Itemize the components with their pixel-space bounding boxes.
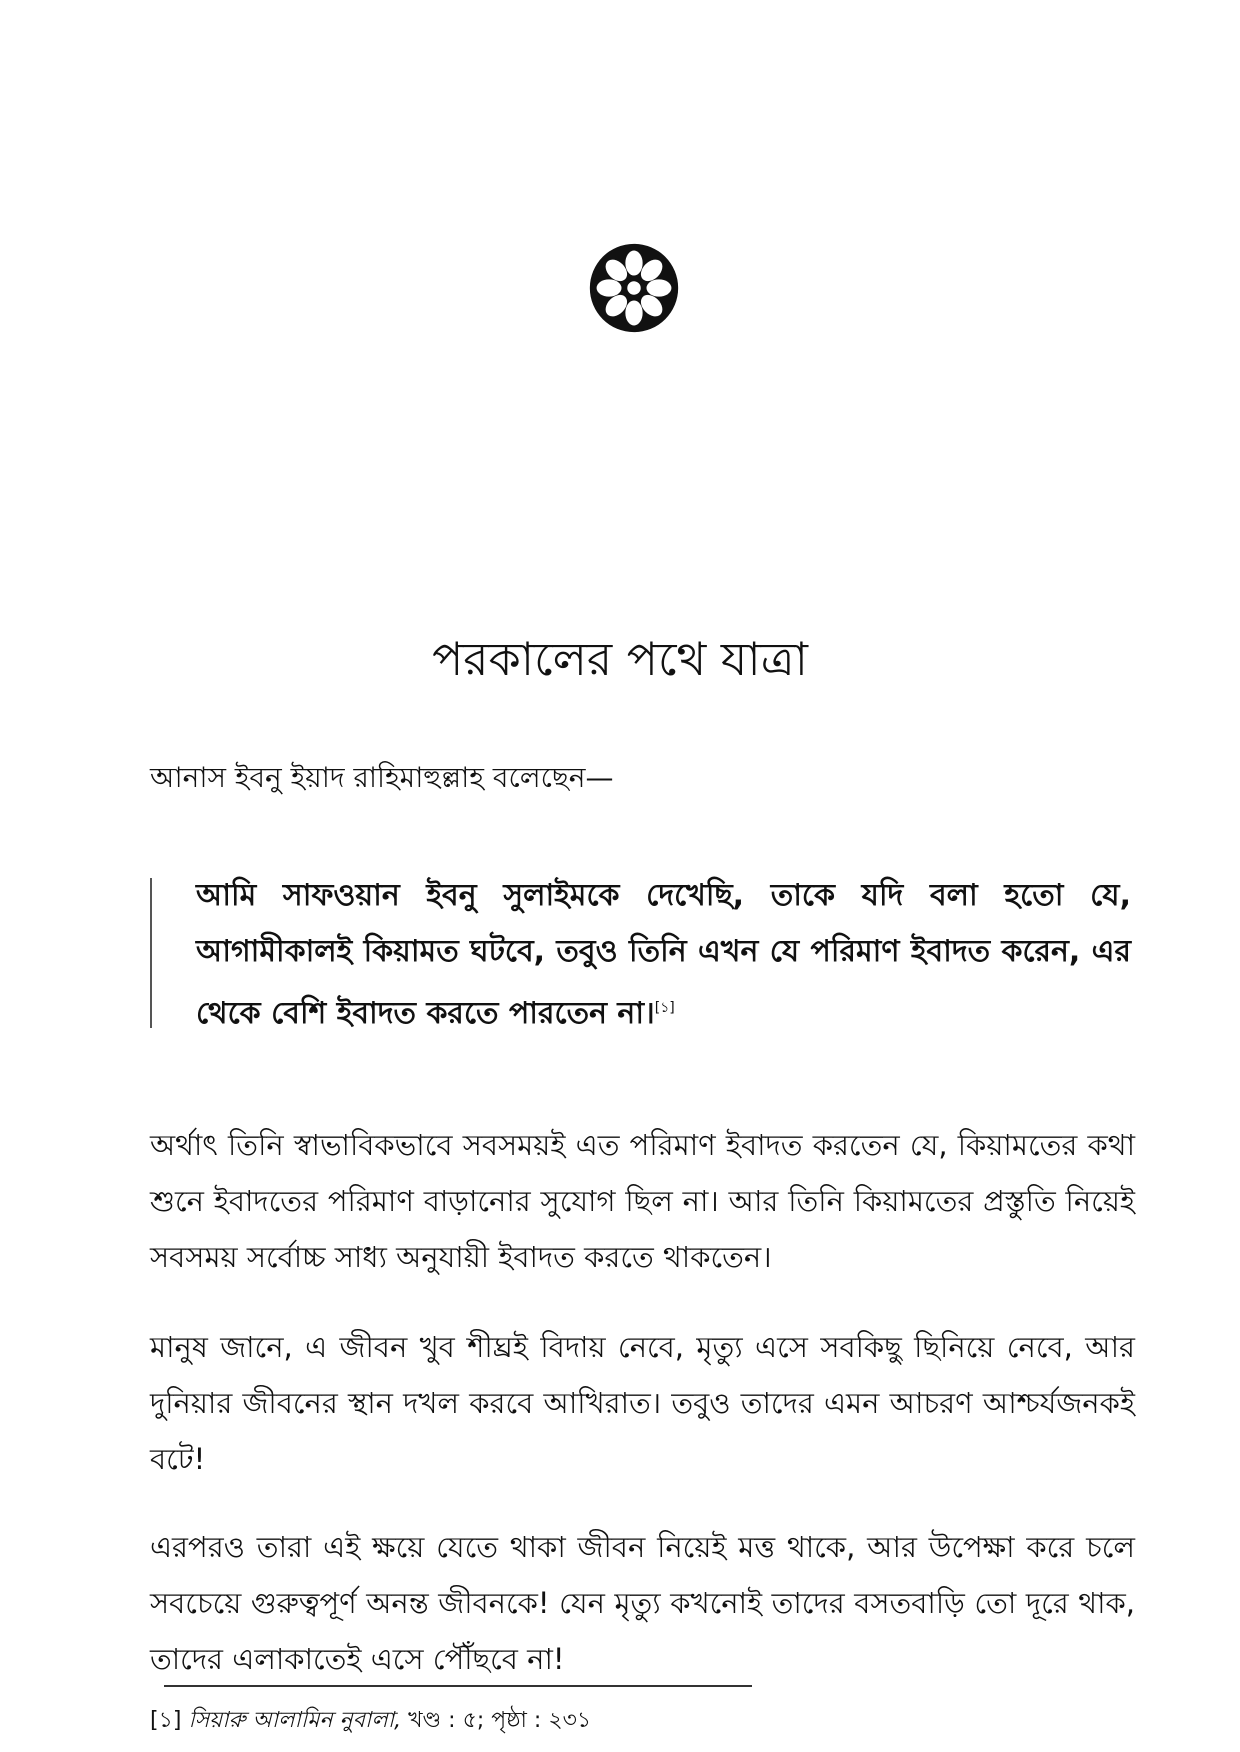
footnote-divider bbox=[164, 1685, 752, 1687]
quote-bar bbox=[150, 878, 152, 1028]
paragraph: মানুষ জানে, এ জীবন খুব শীঘ্রই বিদায় নেবে, মৃত্যু এসে সবকিছু ছিনিয়ে নেবে, আর দুনিয়ার জীবনের স্থান দখল করবে আখিরাত। তবুও তাদের এমন আচরণ আশ্চর্যজনকই বটে! bbox=[150, 1330, 1135, 1476]
footnote-reference: [১] bbox=[654, 1000, 675, 1016]
footnote-details: খণ্ড : ৫; পৃষ্ঠা : ২৩১ bbox=[408, 1708, 592, 1733]
paragraph: এরপরও তারা এই ক্ষয়ে যেতে থাকা জীবন নিয়েই মত্ত থাকে, আর উপেক্ষা করে চলে সবচেয়ে গুরুত্বপূর্ণ অনন্ত জীবনকে! যেন মৃত্যু কখনোই তাদের বসতবাড়ি তো দূরে থাক, তাদের এলাকাতেই এসে পৌঁছবে না! bbox=[150, 1530, 1135, 1676]
flower-ornament-icon bbox=[586, 240, 682, 336]
footnote bbox=[150, 1704, 1130, 1738]
block-quote bbox=[150, 868, 1135, 1043]
footnote-marker: [১] bbox=[150, 1708, 182, 1733]
quote-body: আমি সাফওয়ান ইবনু সুলাইমকে দেখেছি, তাকে যদি বলা হতো যে, আগামীকালই কিয়ামত ঘটবে, তবুও তিনি এখন যে পরিমাণ ইবাদত করেন, এর থেকে বেশি ইবাদত করতে পারতেন না। bbox=[196, 878, 1131, 1031]
intro-line: আনাস ইবনু ইয়াদ রাহিমাহুল্লাহ বলেছেন— bbox=[150, 761, 614, 794]
chapter-title: পরকালের পথে যাত্রা bbox=[432, 631, 808, 686]
quote-text bbox=[196, 868, 1131, 1042]
paragraph: অর্থাৎ তিনি স্বাভাবিকভাবে সবসময়ই এত পরিমাণ ইবাদত করতেন যে, কিয়ামতের কথা শুনে ইবাদতের পরিমাণ বাড়ানোর সুযোগ ছিল না। আর তিনি কিয়ামতের প্রস্তুতি নিয়েই সবসময় সর্বোচ্চ সাধ্য অনুযায়ী ইবাদত করতে থাকতেন। bbox=[150, 1128, 1135, 1274]
footnote-source: সিয়ারু আলামিন নুবালা, bbox=[188, 1708, 402, 1733]
